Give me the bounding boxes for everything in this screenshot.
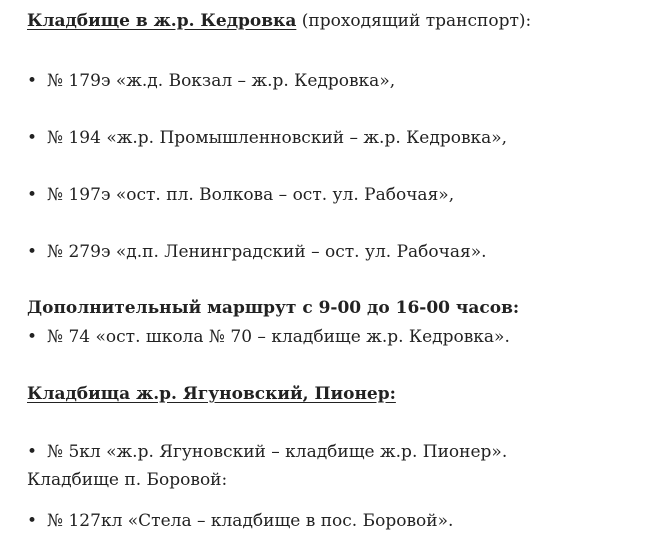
section-yagunovsky-heading: Кладбища ж.р. Ягуновский, Пионер: — [27, 384, 396, 404]
bullet-icon: • — [27, 71, 38, 91]
route-item-279e — [27, 242, 487, 262]
section-additional-heading: Дополнительный маршрут с 9-00 до 16-00 часов: — [27, 298, 520, 318]
section-kedrovka-heading: Кладбище в ж.р. Кедровка — [27, 11, 297, 31]
route-item-197e — [27, 185, 454, 205]
route-item-194 — [27, 128, 507, 148]
bullet-icon: • — [27, 511, 38, 531]
route-item-179e — [27, 71, 395, 91]
section-yagunovsky-title — [27, 384, 396, 404]
route-text: № 279э «д.п. Ленинградский – ост. ул. Рабочая». — [47, 242, 487, 262]
bullet-icon: • — [27, 327, 38, 347]
route-text: № 5кл «ж.р. Ягуновский – кладбище ж.р. Пионер». — [47, 442, 508, 462]
route-text: № 197э «ост. пл. Волкова – ост. ул. Рабочая», — [47, 185, 455, 205]
section-kedrovka-title — [27, 11, 531, 31]
route-text: № 179э «ж.д. Вокзал – ж.р. Кедровка», — [47, 71, 396, 91]
route-item-5kl — [27, 442, 507, 462]
section-borovoy-heading: Кладбище п. Боровой: — [27, 470, 228, 490]
bullet-icon: • — [27, 442, 38, 462]
route-text: № 194 «ж.р. Промышленновский – ж.р. Кедровка», — [47, 128, 508, 148]
bullet-icon: • — [27, 128, 38, 148]
bullet-icon: • — [27, 242, 38, 262]
section-kedrovka-heading-suffix: (проходящий транспорт): — [296, 11, 532, 31]
bullet-icon: • — [27, 185, 38, 205]
route-text: № 74 «ост. школа № 70 – кладбище ж.р. Кедровка». — [47, 327, 510, 347]
route-text: № 127кл «Стела – кладбище в пос. Боровой». — [47, 511, 454, 531]
route-item-127kl — [27, 511, 453, 531]
route-item-74 — [27, 327, 510, 347]
